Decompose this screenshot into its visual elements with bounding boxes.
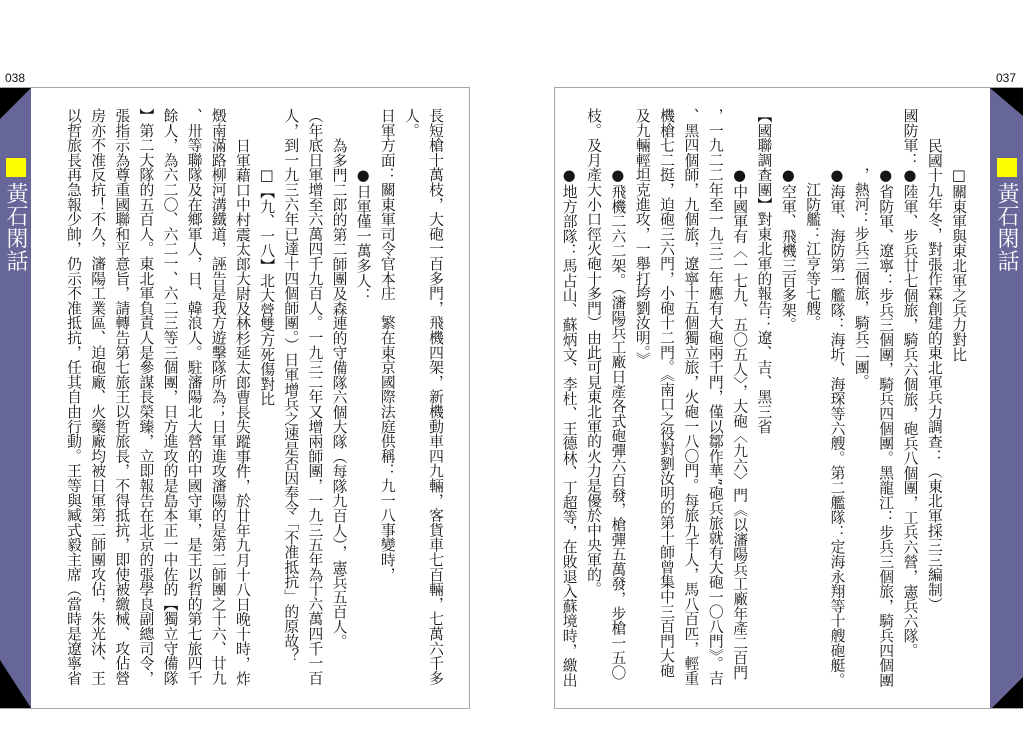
text-column: 人。 (402, 108, 420, 138)
text-column: 機槍七二挺，迫砲三六門，小砲十二門。《南口之役對劉汝明的第十師曾集中三百門大砲 (658, 108, 676, 678)
text-column: 日軍方面：關東軍司令官本庄 繁在東京國際法庭供稱：九一八事變時， (378, 108, 396, 582)
text-column: 長短槍十萬枝，大砲一百多門，飛機四架，新機動車四九輛，客貨車七百輛，七萬六千多 (427, 108, 445, 686)
section-heading: □【九、一八】北大營雙方死傷對比 (258, 167, 276, 407)
text-column: 人，到一九三六年已達十四個師團。）日軍增兵之速是否因奉令「不准抵抗」的原故？ (282, 108, 300, 663)
text-column: 以哲旅長再急報少帥，仍示不准抵抗，任其自由行動。王等與臧式毅主席（當時是遼寧省 (64, 108, 82, 686)
page-number-left: 038 (5, 71, 26, 85)
text-column: ，熱河：步兵三個旅，騎兵二團。 (852, 167, 870, 390)
text-column: 日軍藉口中村震太郎大尉及林杉延太郎曹長失蹤事件，於廿年九月十八日晚十時，炸 (233, 137, 251, 686)
yellow-square-marker-icon (997, 158, 1017, 177)
sidebar-book-title: 黃石閑話 (994, 182, 1019, 272)
text-column-bullet: ●日軍僅一萬多人： (354, 167, 372, 303)
corner-triangle-top-icon (990, 88, 1023, 116)
text-column-bullet: ●空軍、飛機三百多架。 (779, 167, 797, 333)
text-column-bullet: ●飛機二六二架。（瀋陽兵工廠日產各式砲彈六百發，槍彈五萬發，步槍一五〇 (609, 167, 627, 680)
text-column: 枝。及月產大小口徑火砲十多門）由此可見東北軍的火力是優於中央軍的。 (585, 108, 603, 597)
yellow-square-marker-icon (6, 158, 26, 177)
text-column: 張指示為尊重國聯和平意旨，請轉告第七旅王以哲旅長，不得抵抗，即使被繳械、攻佔營 (113, 108, 131, 686)
text-column: 【國聯調查團】對東北軍的報告：遼、吉、黑三省 (755, 108, 773, 434)
text-column: 民國十九年冬，對張作霖創建的東北軍兵力調查：（東北軍採三三編制） (925, 137, 943, 612)
corner-triangle-top-icon (0, 88, 31, 119)
corner-triangle-bottom-icon (0, 660, 31, 708)
text-column-bullet: ●省防軍、遼寧：步兵三個團，騎兵四個團。黑龍江：步兵三個旅，騎兵四個團 (877, 167, 895, 688)
text-column: 及九輛輕坦克進攻，一舉打垮劉汝明。》 (633, 108, 651, 367)
corner-triangle-bottom-icon (992, 677, 1023, 708)
page-number-right: 037 (996, 71, 1017, 85)
text-column: 】第二大隊的五百人。東北軍負責人是參謀長榮臻，立即報告在北京的張學良副總司令， (137, 108, 155, 686)
right-sidebar (990, 88, 1023, 708)
text-column-bullet: ●海軍、海防第一艦隊：海圻、海琛等六艘。第二艦隊：定海永翔等十艘砲艇。 (828, 167, 846, 688)
text-column: 江防艦：江亨等七艘。 (804, 182, 822, 330)
text-column: （年底日軍增至六萬四千九百人。一九三二年又增兩師團，一九三五年為十六萬四千一百 (306, 108, 324, 686)
text-column: 、卅等聯隊及在鄉軍人，日、韓浪人。駐瀋陽北大營的中國守軍，是王以哲的第七旅四千 (185, 108, 203, 686)
text-column-bullet: ●地方部隊：馬占山、蘇炳文、李杜、王德林、丁超等，在敗退入蘇境時，繳出 (560, 167, 578, 688)
section-heading: □關東軍與東北軍之兵力對比 (950, 167, 968, 362)
right-page-text (556, 108, 970, 708)
sidebar-book-title: 黃石閑話 (3, 182, 28, 272)
text-column: 房亦不准反抗！不久，瀋陽工業區、迫砲廠、火藥廠均被日軍第二師團攻佔，朱光沐、王 (89, 108, 107, 686)
left-sidebar (0, 88, 31, 708)
text-column: 燬南滿路柳河溝鐵道，誣告是我方遊擊隊所為；日軍進攻瀋陽的是第二師團之十六、廿九 (209, 108, 227, 686)
left-page-text (61, 108, 447, 708)
text-column: 餘人，為六二〇、六二一、六二三等三個團，日方進攻的是島本正一中佐的【獨立守備隊 (161, 108, 179, 686)
text-column: ，一九二二年至一九三二年應有大砲兩千門，僅以鄒作華”砲兵旅就有大砲一〇八門》。吉 (706, 108, 724, 686)
text-column: 、黑四個師，九個旅，遼寧十五個獨立旅，火砲一八〇門。每旅九千人，馬八百匹，輕重 (682, 108, 700, 686)
text-column-bullet: ●中國軍有〈一七九、五〇五人〉，大砲〈九六〉門《以瀋陽兵工廠年產二百門 (731, 167, 749, 680)
text-column: 為多門二郎的第二師團及森連的守備隊六個大隊（每隊九百人），憲兵五百人。 (330, 137, 348, 649)
text-column: 國防軍：●陸軍、步兵廿七個旅，騎兵六個旅，砲兵八個團，工兵六營，憲兵六隊。 (901, 108, 919, 658)
